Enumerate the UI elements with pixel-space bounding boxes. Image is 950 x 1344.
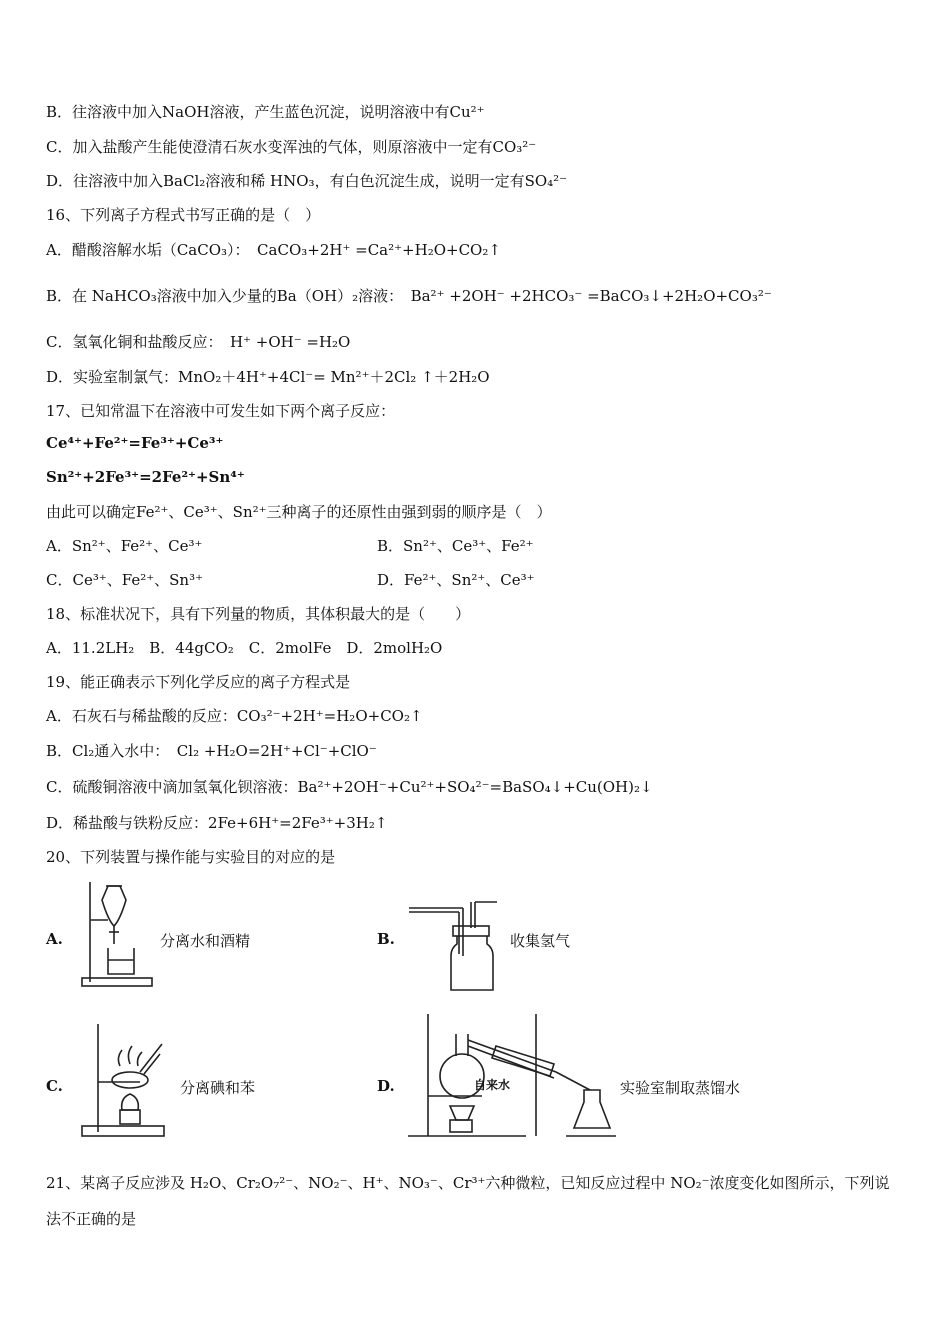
q16-stem: 16、下列离子方程式书写正确的是（ ） [46, 206, 321, 224]
q17-question: 由此可以确定Fe²⁺、Ce³⁺、Sn²⁺三种离子的还原性由强到弱的顺序是（ ） [46, 503, 552, 521]
q20-option-a-text: 分离水和酒精 [160, 932, 251, 950]
q19-option-d: D．稀盐酸与铁粉反应：2Fe+6H⁺=2Fe³⁺+3H₂↑ [46, 814, 388, 832]
q17-equation-1: Ce⁴⁺+Fe²⁺=Fe³⁺+Ce³⁺ [46, 434, 224, 452]
q19-option-c: C．硫酸铜溶液中滴加氢氧化钡溶液：Ba²⁺+2OH⁻+Cu²⁺+SO₄²⁻=BaSO₄↓+Cu(OH)₂↓ [46, 778, 653, 796]
q18-stem: 18、标准状况下，具有下列量的物质，其体积最大的是（ ） [46, 605, 471, 623]
q17-option-c: C．Ce³⁺、Fe²⁺、Sn³⁺ [46, 571, 204, 589]
q20-option-a-letter: A. [46, 930, 63, 948]
q15-option-c: C．加入盐酸产生能使澄清石灰水变浑浊的气体，则原溶液中一定有CO₃²⁻ [46, 138, 537, 156]
q20-option-d-text: 实验室制取蒸馏水 [620, 1079, 741, 1097]
q20-stem: 20、下列装置与操作能与实验目的对应的是 [46, 848, 336, 866]
q17-option-a: A．Sn²⁺、Fe²⁺、Ce³⁺ [46, 537, 203, 555]
q17-equation-2: Sn²⁺+2Fe³⁺=2Fe²⁺+Sn⁴⁺ [46, 468, 245, 486]
q20-option-c-text: 分离碘和苯 [180, 1079, 256, 1097]
q16-option-c: C．氢氧化铜和盐酸反应： H⁺ +OH⁻ =H₂O [46, 333, 351, 351]
q19-option-a: A．石灰石与稀盐酸的反应：CO₃²⁻+2H⁺=H₂O+CO₂↑ [46, 707, 423, 725]
q21-stem-line-2: 法不正确的是 [46, 1210, 137, 1228]
q16-option-a: A．醋酸溶解水垢（CaCO₃）： CaCO₃+2H⁺ =Ca²⁺+H₂O+CO₂↑ [46, 241, 501, 259]
distillation-apparatus-diagram [406, 1010, 616, 1140]
q17-option-d: D．Fe²⁺、Sn²⁺、Ce³⁺ [377, 571, 535, 589]
q17-option-b: B．Sn²⁺、Ce³⁺、Fe²⁺ [377, 537, 534, 555]
q20-option-d-letter: D. [377, 1077, 395, 1095]
q18-options: A．11.2LH₂ B．44gCO₂ C．2molFe D．2molH₂O [46, 639, 443, 657]
q17-stem: 17、已知常温下在溶液中可发生如下两个离子反应： [46, 402, 396, 420]
q15-option-d: D．往溶液中加入BaCl₂溶液和稀 HNO₃，有白色沉淀生成，说明一定有SO₄²⁻ [46, 172, 568, 190]
q15-option-b: B．往溶液中加入NaOH溶液，产生蓝色沉淀，说明溶液中有Cu²⁺ [46, 103, 485, 121]
q21-stem-line-1: 21、某离子反应涉及 H₂O、Cr₂O₇²⁻、NO₂⁻、H⁺、NO₃⁻、Cr³⁺六种微粒，已知反应过程中 NO₂⁻浓度变化如图所示，下列说 [46, 1174, 890, 1192]
q19-stem: 19、能正确表示下列化学反应的离子方程式是 [46, 673, 351, 691]
separatory-funnel-diagram [78, 878, 154, 990]
q19-option-b: B．Cl₂通入水中： Cl₂ +H₂O=2H⁺+Cl⁻+ClO⁻ [46, 742, 377, 760]
q20-option-d-inner-label: 自来水 [474, 1078, 511, 1092]
q20-option-b-letter: B. [377, 930, 395, 948]
gas-collection-bottle-diagram [405, 898, 501, 994]
q16-option-b: B．在 NaHCO₃溶液中加入少量的Ba（OH）₂溶液： Ba²⁺ +2OH⁻ +2HCO₃⁻ =BaCO₃↓+2H₂O+CO₃²⁻ [46, 287, 772, 305]
q16-option-d: D．实验室制氯气：MnO₂＋4H⁺+4Cl⁻= Mn²⁺＋2Cl₂ ↑＋2H₂O [46, 368, 490, 386]
q20-option-c-letter: C. [46, 1077, 63, 1095]
evaporation-setup-diagram [80, 1014, 168, 1138]
q20-option-b-text: 收集氢气 [510, 932, 571, 950]
